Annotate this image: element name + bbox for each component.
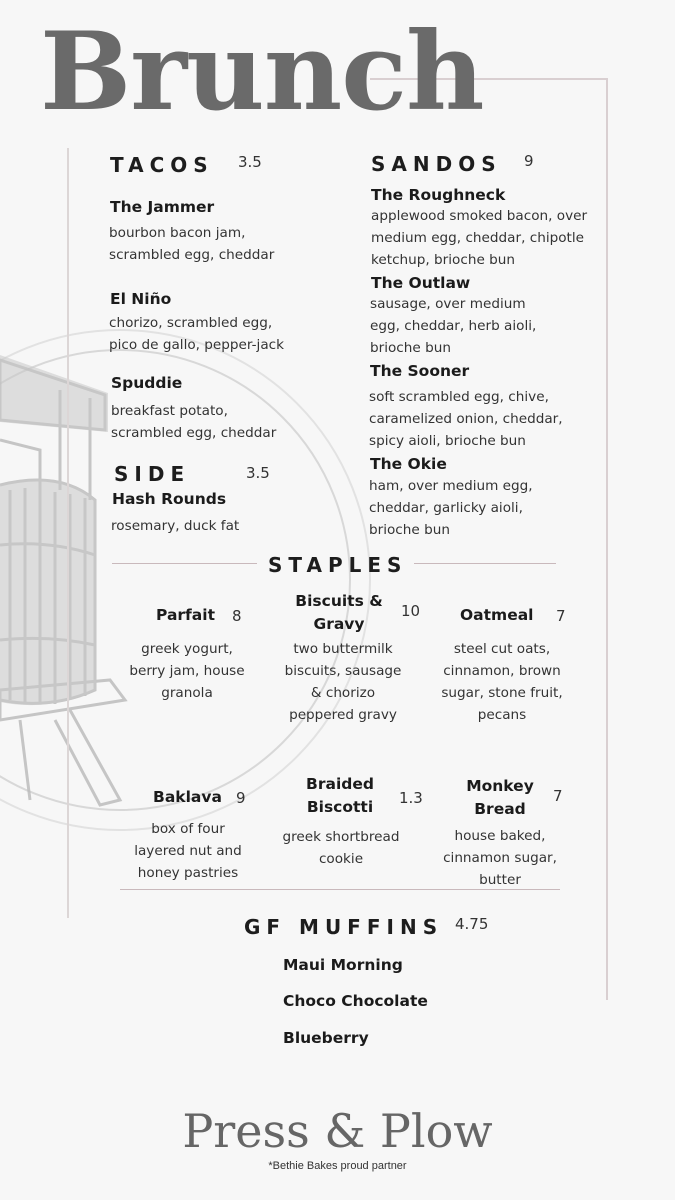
frame-left-rule [67,148,69,918]
item-biscuits-gravy: Biscuits & Gravy [295,592,383,633]
item-el-nino: El Niño [110,290,172,308]
item-maui-morning: Maui Morning [283,956,403,974]
staples-bottom-rule [120,889,560,890]
item-parfait: Parfait [156,606,215,624]
staples-heading: STAPLES [268,553,408,577]
item-biscuits-gravy-price: 10 [401,602,421,620]
item-braided-biscotti-desc: greek shortbread cookie [282,829,400,867]
item-blueberry: Blueberry [283,1029,369,1047]
menu-title: Brunch [40,9,484,135]
item-monkey-bread-desc: house baked, cinnamon sugar, butter [443,828,557,888]
item-baklava-price: 9 [236,789,246,807]
item-oatmeal: Oatmeal [460,606,534,624]
item-baklava-desc: box of four layered nut and honey pastries [134,821,242,881]
tacos-price: 3.5 [238,153,262,171]
gf-muffins-price: 4.75 [455,915,489,933]
sandos-heading: SANDOS [371,152,502,176]
item-biscuits-gravy-desc: two buttermilk biscuits, sausage & chorizo peppered gravy [284,641,402,723]
staples-rule-left [112,563,257,564]
item-the-roughneck-desc: applewood smoked bacon, over medium egg, cheddar, chipotle ketchup, brioche bun [371,208,588,268]
item-braided-biscotti: Braided Biscotti [306,775,374,816]
item-the-okie: The Okie [370,455,447,473]
side-price: 3.5 [246,464,270,482]
item-oatmeal-price: 7 [556,607,566,625]
item-the-outlaw: The Outlaw [371,274,471,292]
item-the-roughneck: The Roughneck [371,186,506,204]
item-hash-rounds: Hash Rounds [112,490,227,508]
item-spuddie: Spuddie [111,374,183,392]
gf-muffins-heading: GF MUFFINS [244,915,444,939]
item-the-jammer-desc: bourbon bacon jam, scrambled egg, cheddar [109,225,275,263]
item-el-nino-desc: chorizo, scrambled egg, pico de gallo, pepper-jack [109,315,284,353]
item-parfait-desc: greek yogurt, berry jam, house granola [129,641,245,701]
partner-note: *Bethie Bakes proud partner [268,1160,407,1172]
tacos-heading: TACOS [110,153,214,177]
item-monkey-bread-price: 7 [553,787,563,805]
item-baklava: Baklava [153,788,222,806]
brand-name: Press & Plow [182,1104,493,1158]
item-hash-rounds-desc: rosemary, duck fat [111,518,240,534]
side-heading: SIDE [114,462,191,486]
item-braided-biscotti-price: 1.3 [399,789,423,807]
item-the-sooner-desc: soft scrambled egg, chive, caramelized onion, cheddar, spicy aioli, brioche bun [369,389,563,449]
item-monkey-bread: Monkey Bread [466,777,534,818]
item-oatmeal-desc: steel cut oats, cinnamon, brown sugar, stone fruit, pecans [441,641,563,723]
item-choco-chocolate: Choco Chocolate [283,992,428,1010]
item-the-outlaw-desc: sausage, over medium egg, cheddar, herb aioli, brioche bun [370,296,537,356]
staples-rule-right [414,563,556,564]
item-the-sooner: The Sooner [370,362,470,380]
sandos-price: 9 [524,152,534,170]
item-the-jammer: The Jammer [110,198,215,216]
item-spuddie-desc: breakfast potato, scrambled egg, cheddar [111,403,277,441]
frame-right-rule [606,78,608,1000]
item-parfait-price: 8 [232,607,242,625]
item-the-okie-desc: ham, over medium egg, cheddar, garlicky aioli, brioche bun [369,478,533,538]
